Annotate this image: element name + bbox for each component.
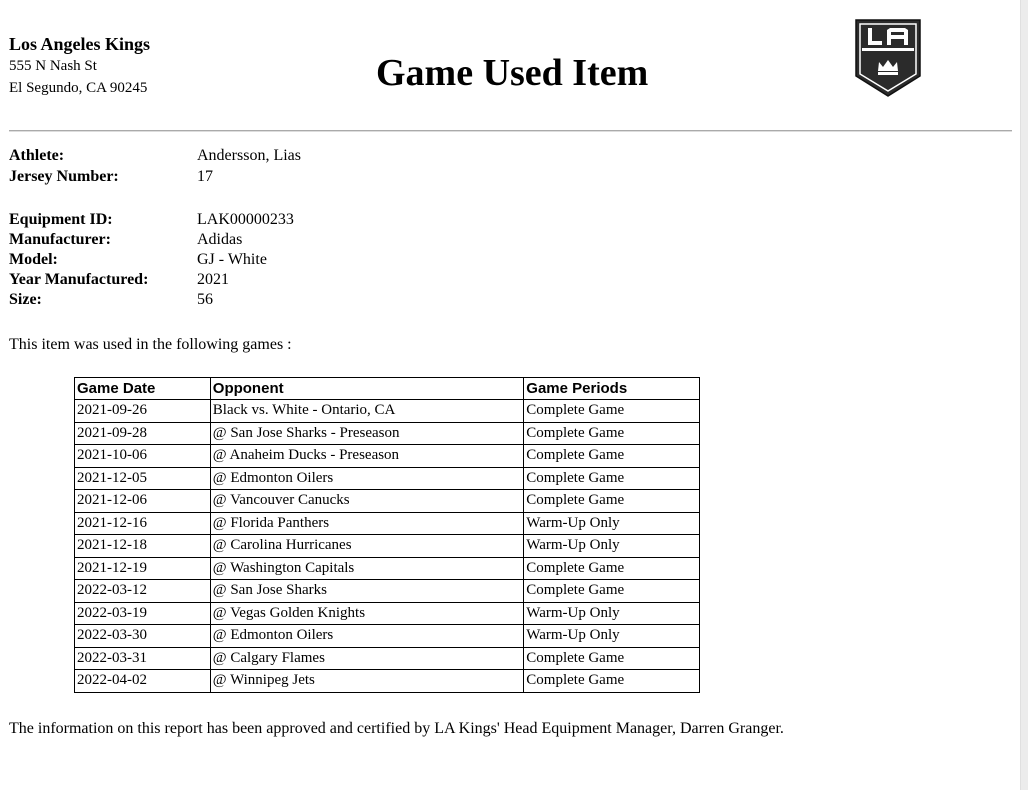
games-intro: This item was used in the following games :: [9, 336, 292, 353]
game-date-cell: 2022-04-02: [75, 670, 211, 693]
header-opponent: Opponent: [210, 378, 524, 400]
game-periods-cell: Complete Game: [524, 467, 700, 490]
org-address-street: 555 N Nash St: [9, 58, 97, 74]
opponent-cell: @ Anaheim Ducks - Preseason: [210, 445, 524, 468]
table-row: [75, 580, 700, 603]
jersey-value: 17: [197, 168, 213, 185]
table-row: [75, 490, 700, 513]
game-date-cell: 2021-12-06: [75, 490, 211, 513]
game-date-cell: 2022-03-19: [75, 602, 211, 625]
org-name: Los Angeles Kings: [9, 34, 151, 54]
game-periods-cell: Complete Game: [524, 445, 700, 468]
table-row: [75, 512, 700, 535]
game-periods-cell: Complete Game: [524, 422, 700, 445]
header-divider: [9, 130, 1012, 132]
table-row: [75, 400, 700, 423]
page-title: Game Used Item: [376, 52, 649, 94]
game-periods-cell: Warm-Up Only: [524, 602, 700, 625]
opponent-cell: @ San Jose Sharks: [210, 580, 524, 603]
opponent-cell: @ Washington Capitals: [210, 557, 524, 580]
manufacturer-value: Adidas: [197, 231, 243, 248]
game-date-cell: 2021-12-05: [75, 467, 211, 490]
model-value: GJ - White: [197, 251, 267, 268]
header-game-periods: Game Periods: [524, 378, 700, 400]
size-value: 56: [197, 291, 213, 308]
game-periods-cell: Complete Game: [524, 647, 700, 670]
opponent-cell: @ Vegas Golden Knights: [210, 602, 524, 625]
table-row: [75, 467, 700, 490]
organization-block: [9, 33, 150, 99]
game-periods-cell: Complete Game: [524, 580, 700, 603]
game-periods-cell: Warm-Up Only: [524, 512, 700, 535]
table-row: [75, 647, 700, 670]
jersey-label: Jersey Number:: [9, 168, 119, 185]
game-date-cell: 2021-10-06: [75, 445, 211, 468]
opponent-cell: @ Carolina Hurricanes: [210, 535, 524, 558]
game-periods-cell: Complete Game: [524, 400, 700, 423]
games-table-body: [75, 400, 700, 693]
athlete-label: Athlete:: [9, 147, 65, 164]
opponent-cell: @ Vancouver Canucks: [210, 490, 524, 513]
game-periods-cell: Warm-Up Only: [524, 535, 700, 558]
opponent-cell: @ Winnipeg Jets: [210, 670, 524, 693]
vertical-scrollbar[interactable]: [1020, 0, 1028, 790]
year-value: 2021: [197, 271, 229, 288]
games-table: [74, 377, 700, 693]
opponent-cell: @ Edmonton Oilers: [210, 467, 524, 490]
table-row: [75, 557, 700, 580]
opponent-cell: @ Calgary Flames: [210, 647, 524, 670]
table-row: [75, 625, 700, 648]
header-game-date: Game Date: [75, 378, 211, 400]
game-periods-cell: Complete Game: [524, 557, 700, 580]
game-date-cell: 2021-12-18: [75, 535, 211, 558]
table-row: [75, 422, 700, 445]
model-label: Model:: [9, 251, 58, 268]
games-table-header: [75, 378, 700, 400]
org-address-city: El Segundo, CA 90245: [9, 80, 148, 96]
game-date-cell: 2021-09-28: [75, 422, 211, 445]
equipment-id-label: Equipment ID:: [9, 211, 113, 228]
year-label: Year Manufactured:: [9, 271, 149, 288]
la-kings-shield-logo-icon: [854, 18, 922, 98]
game-date-cell: 2022-03-30: [75, 625, 211, 648]
game-periods-cell: Complete Game: [524, 490, 700, 513]
certification-note: The information on this report has been approved and certified by LA Kings' Head Equipment Manager, Darren Granger.: [9, 720, 784, 737]
game-date-cell: 2021-12-19: [75, 557, 211, 580]
athlete-value: Andersson, Lias: [197, 147, 301, 164]
opponent-cell: Black vs. White - Ontario, CA: [210, 400, 524, 423]
table-row: [75, 445, 700, 468]
opponent-cell: @ San Jose Sharks - Preseason: [210, 422, 524, 445]
game-date-cell: 2022-03-31: [75, 647, 211, 670]
table-row: [75, 535, 700, 558]
size-label: Size:: [9, 291, 42, 308]
equipment-id-value: LAK00000233: [197, 211, 294, 228]
game-date-cell: 2021-09-26: [75, 400, 211, 423]
game-date-cell: 2021-12-16: [75, 512, 211, 535]
opponent-cell: @ Florida Panthers: [210, 512, 524, 535]
game-periods-cell: Complete Game: [524, 670, 700, 693]
game-date-cell: 2022-03-12: [75, 580, 211, 603]
table-row: [75, 670, 700, 693]
game-periods-cell: Warm-Up Only: [524, 625, 700, 648]
manufacturer-label: Manufacturer:: [9, 231, 111, 248]
opponent-cell: @ Edmonton Oilers: [210, 625, 524, 648]
table-row: [75, 602, 700, 625]
